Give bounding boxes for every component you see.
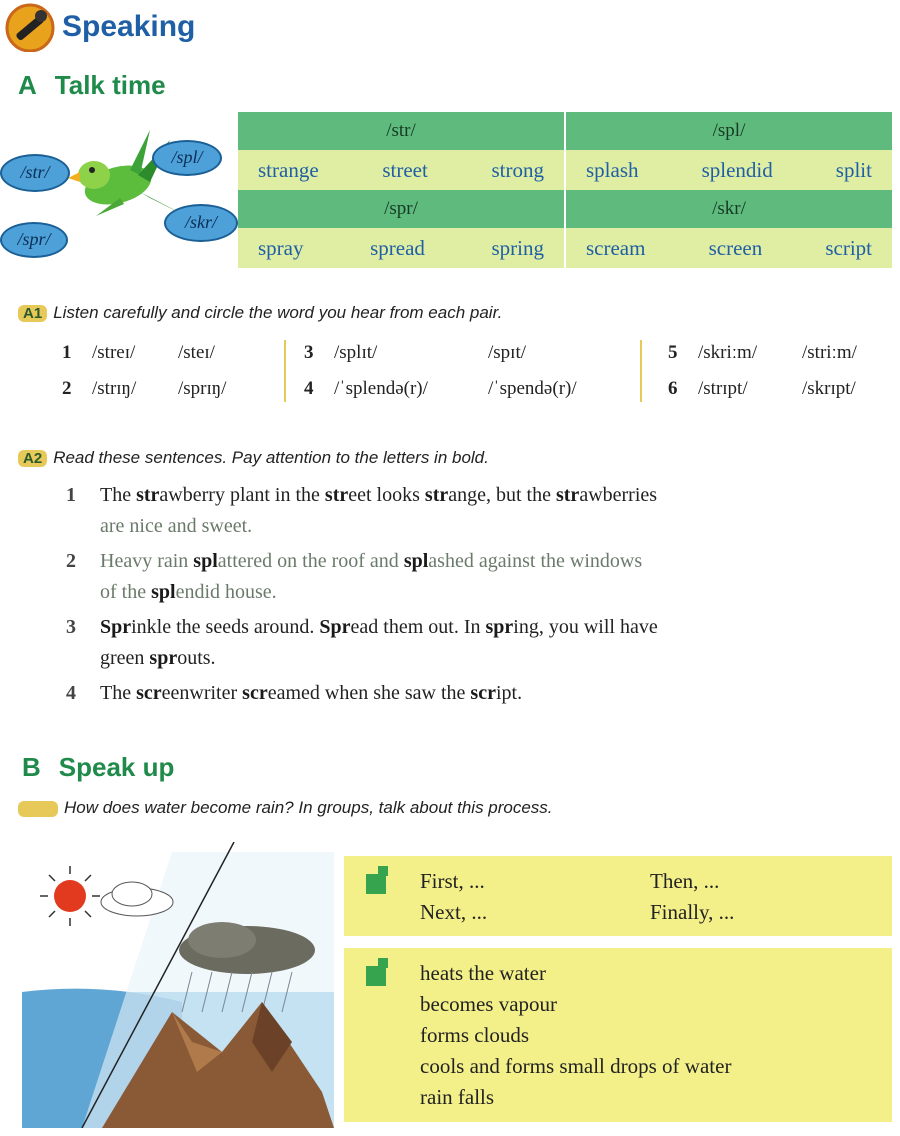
word: strange	[258, 157, 319, 182]
a2-instruction: Read these sentences. Pay attention to the letters in bold.	[53, 448, 489, 467]
process-phrase: cools and forms small drops of water	[420, 1054, 732, 1078]
bold-letters: spr	[485, 616, 514, 638]
section-b-title	[22, 752, 174, 783]
page-title: Speaking	[62, 10, 196, 43]
sentence-text: outs.	[177, 647, 216, 669]
sound-header: /skr/	[565, 190, 892, 228]
bubble-skr: /skr/	[164, 204, 238, 242]
sentence-number: 2	[66, 550, 76, 572]
sentence-text: ead them out. In	[350, 616, 486, 638]
sentence-text: eenwriter	[161, 682, 243, 704]
a1-tag: A1	[18, 305, 47, 322]
bold-letters: spl	[151, 581, 176, 603]
sentence-text: ashed against the windows	[428, 550, 643, 572]
bubble-spl: /spl/	[152, 140, 222, 176]
bubble-str: /str/	[0, 154, 70, 192]
sentence-text: The	[100, 484, 137, 506]
sentence-text: ing, you will have	[513, 616, 658, 638]
word: splendid	[701, 157, 773, 182]
a2-tag: A2	[18, 450, 47, 467]
sentence-number: 3	[66, 616, 76, 638]
sound-header: /spl/	[565, 112, 892, 150]
section-b-letter: B	[22, 752, 41, 782]
process-phrase: rain falls	[420, 1085, 495, 1109]
water-cycle-illustration	[22, 842, 334, 1128]
a1-item-1: 1 /streɪ/ /steɪ/	[62, 342, 215, 363]
sentence-text: green	[100, 647, 150, 669]
section-a-letter: A	[18, 70, 37, 100]
a1-item-5: 5 /skriːm/ /striːm/	[668, 342, 857, 363]
sound-header: /str/	[238, 112, 565, 150]
word: street	[382, 157, 428, 182]
sentence-text: eamed when she saw the	[267, 682, 471, 704]
sentence-text: endid house.	[175, 581, 277, 603]
bold-letters: str	[424, 484, 449, 506]
section-b-heading: Speak up	[58, 752, 175, 782]
a1-item-4: 4 /ˈsplendə(r)/ /ˈspendə(r)/	[304, 378, 577, 399]
word: scream	[586, 235, 646, 260]
sentence-text: Heavy rain	[100, 550, 194, 572]
a2-instruction-line	[18, 448, 489, 468]
sound-table	[238, 112, 892, 268]
bold-letters: scr	[470, 682, 496, 704]
bold-letters: scr	[136, 682, 162, 704]
word: screen	[708, 235, 763, 260]
bold-letters: str	[136, 484, 160, 506]
bold-letters: str	[324, 484, 349, 506]
a2-sentences	[66, 480, 886, 709]
bold-letters: scr	[242, 682, 268, 704]
sentence-text: awberry plant in the	[159, 484, 325, 506]
sentence-number: 1	[66, 484, 76, 506]
word: strong	[491, 157, 544, 182]
b-instruction: How does water become rain? In groups, talk about this process.	[64, 798, 553, 817]
word: spray	[258, 235, 304, 260]
word-group	[238, 150, 565, 190]
bold-letters: spl	[403, 550, 429, 572]
box1-col1	[420, 866, 487, 928]
speaking-icon	[4, 2, 56, 52]
word: split	[835, 157, 872, 182]
sequence-word: Next, ...	[420, 900, 488, 924]
word-group	[565, 228, 892, 268]
sequence-words-box	[344, 856, 892, 936]
sequence-word: Then, ...	[650, 869, 720, 893]
sentence-2-cont	[66, 577, 886, 608]
bubble-spr: /spr/	[0, 222, 68, 258]
sentence-2	[66, 546, 886, 577]
sentence-3	[66, 612, 886, 643]
sentence-text: inkle the seeds around.	[131, 616, 320, 638]
a1-divider	[284, 340, 286, 402]
process-phrases-box	[344, 948, 892, 1122]
a1-divider	[640, 340, 642, 402]
word-group	[565, 150, 892, 190]
a1-item-3: 3 /splɪt/ /spɪt/	[304, 342, 527, 363]
sentence-text: of the	[100, 581, 152, 603]
process-phrase: forms clouds	[420, 1023, 530, 1047]
bold-letters: spl	[193, 550, 218, 572]
a1-item-2: 2 /strɪŋ/ /sprɪŋ/	[62, 378, 227, 399]
sentence-text: are nice and sweet.	[100, 515, 253, 537]
sentence-text: ipt.	[495, 682, 523, 704]
bold-letters: Spr	[319, 616, 351, 638]
sentence-text: eet looks	[348, 484, 425, 506]
sequence-word: Finally, ...	[650, 900, 735, 924]
sentence-4	[66, 678, 886, 709]
process-phrase: becomes vapour	[420, 992, 558, 1016]
word-group	[238, 228, 565, 268]
word: spread	[370, 235, 425, 260]
sentence-text: awberries	[579, 484, 658, 506]
box1-col2	[650, 866, 734, 928]
bold-letters: Spr	[100, 616, 132, 638]
sound-header: /spr/	[238, 190, 565, 228]
section-a-heading: Talk time	[54, 70, 166, 100]
word: script	[825, 235, 872, 260]
a1-instruction-line	[18, 303, 502, 323]
word: splash	[586, 157, 639, 182]
sentence-number: 4	[66, 682, 76, 704]
sentence-text: The	[100, 682, 137, 704]
a1-instruction: Listen carefully and circle the word you hear from each pair.	[53, 303, 503, 322]
sentence-text: ange, but the	[448, 484, 556, 506]
bold-letters: str	[555, 484, 580, 506]
sentence-3-cont	[66, 643, 886, 674]
sequence-word: First, ...	[420, 869, 485, 893]
word: spring	[491, 235, 544, 260]
b-tag	[18, 801, 58, 817]
sentence-text: attered on the roof and	[217, 550, 404, 572]
box2-lines	[420, 958, 731, 1113]
process-phrase: heats the water	[420, 961, 546, 985]
sentence-1-cont	[66, 511, 886, 542]
sentence-1	[66, 480, 886, 511]
section-a-title	[18, 70, 166, 101]
bold-letters: spr	[149, 647, 178, 669]
a1-item-6: 6 /strɪpt/ /skrɪpt/	[668, 378, 856, 399]
b-instruction-line	[18, 798, 553, 818]
